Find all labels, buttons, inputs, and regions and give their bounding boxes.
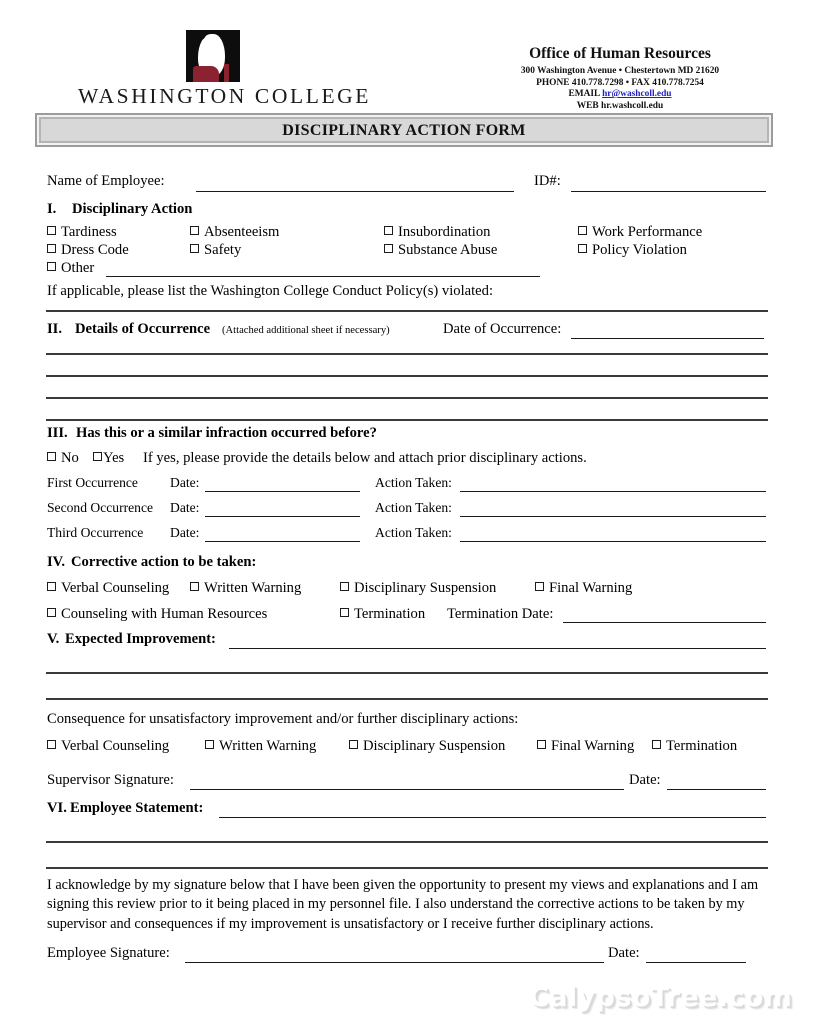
form-title: DISCIPLINARY ACTION FORM bbox=[282, 122, 526, 139]
second-occurrence-action-label: Action Taken: bbox=[375, 500, 452, 515]
checkbox-verbal-counseling-consequence[interactable] bbox=[47, 738, 169, 755]
checkbox-label: Yes bbox=[103, 450, 125, 466]
first-occurrence-date-input[interactable] bbox=[205, 491, 360, 492]
third-occurrence-date-input[interactable] bbox=[205, 541, 360, 542]
employee-date-label: Date: bbox=[608, 945, 640, 961]
checkbox-label: Dress Code bbox=[61, 242, 129, 258]
third-occurrence-action-label: Action Taken: bbox=[375, 525, 452, 540]
supervisor-signature-label: Supervisor Signature: bbox=[47, 772, 174, 788]
termination-date-label: Termination Date: bbox=[447, 606, 554, 622]
acknowledgement-text: I acknowledge by my signature below that I have been given the opportunity to present my views and explanations and I am signing this review prior to it being placed in my personnel file. I also understand the corrective actions to be taken by my supervisor and consequences if my improvement is unsatisfactory or I receive further disciplinary actions. bbox=[47, 877, 759, 932]
employee-id-label: ID#: bbox=[534, 173, 561, 189]
checkbox-label: Final Warning bbox=[551, 738, 635, 754]
checkbox-box-icon[interactable] bbox=[652, 740, 661, 749]
first-occurrence-date-label: Date: bbox=[170, 475, 200, 490]
checkbox-counseling-with-hr[interactable] bbox=[47, 606, 267, 623]
checkbox-box-icon[interactable] bbox=[47, 608, 56, 617]
second-occurrence-date-label: Date: bbox=[170, 500, 200, 515]
document-header bbox=[0, 0, 819, 110]
other-reason-input[interactable] bbox=[106, 276, 540, 277]
checkbox-box-icon[interactable] bbox=[47, 262, 56, 271]
employee-signature-input[interactable] bbox=[185, 962, 604, 963]
checkbox-label: Counseling with Human Resources bbox=[61, 606, 268, 622]
hr-email-label: EMAIL bbox=[568, 89, 600, 100]
checkbox-box-icon[interactable] bbox=[384, 226, 393, 235]
checkbox-box-icon[interactable] bbox=[205, 740, 214, 749]
checkbox-dress-code[interactable] bbox=[47, 242, 129, 259]
section-2-number: II. bbox=[47, 321, 63, 337]
employee-signature-label: Employee Signature: bbox=[47, 945, 170, 961]
supervisor-date-input[interactable] bbox=[667, 789, 766, 790]
checkbox-termination-corrective[interactable] bbox=[340, 606, 425, 623]
checkbox-label: Verbal Counseling bbox=[61, 580, 170, 596]
hr-email-row bbox=[470, 89, 770, 101]
form-title-bar bbox=[35, 113, 773, 147]
checkbox-box-icon[interactable] bbox=[190, 244, 199, 253]
second-occurrence-date-input[interactable] bbox=[205, 516, 360, 517]
employee-id-input[interactable] bbox=[571, 191, 766, 192]
second-occurrence-action-input[interactable] bbox=[460, 516, 766, 517]
section-3-instruction: If yes, please provide the details below and attach prior disciplinary actions. bbox=[143, 450, 587, 466]
checkbox-box-icon[interactable] bbox=[349, 740, 358, 749]
section-5-heading: Expected Improvement: bbox=[65, 631, 216, 647]
checkbox-box-icon[interactable] bbox=[537, 740, 546, 749]
checkbox-label: Insubordination bbox=[398, 224, 491, 240]
checkbox-written-warning-consequence[interactable] bbox=[205, 738, 316, 755]
checkbox-substance-abuse[interactable] bbox=[384, 242, 497, 259]
employee-statement-line-2[interactable] bbox=[46, 841, 768, 843]
checkbox-termination-consequence[interactable] bbox=[652, 738, 737, 755]
checkbox-absenteeism[interactable] bbox=[190, 224, 279, 241]
section-1-number: I. bbox=[47, 201, 57, 217]
checkbox-label: Absenteeism bbox=[204, 224, 280, 240]
checkbox-other[interactable] bbox=[47, 260, 94, 277]
checkbox-label: Work Performance bbox=[592, 224, 703, 240]
details-line-2[interactable] bbox=[46, 375, 768, 377]
checkbox-box-icon[interactable] bbox=[47, 740, 56, 749]
checkbox-label: Policy Violation bbox=[592, 242, 687, 258]
checkbox-label: Termination bbox=[666, 738, 738, 754]
hr-phone-fax: PHONE 410.778.7298 • FAX 410.778.7254 bbox=[536, 77, 704, 88]
checkbox-label: Disciplinary Suspension bbox=[363, 738, 506, 754]
college-wordmark: WASHINGTON COLLEGE bbox=[78, 84, 372, 108]
checkbox-insubordination[interactable] bbox=[384, 224, 490, 241]
checkbox-label: Written Warning bbox=[219, 738, 317, 754]
details-line-1[interactable] bbox=[46, 353, 768, 355]
checkbox-disciplinary-suspension-corrective[interactable] bbox=[340, 580, 496, 597]
college-branding bbox=[78, 30, 372, 121]
checkbox-label: Final Warning bbox=[549, 580, 633, 596]
checkbox-box-icon[interactable] bbox=[340, 608, 349, 617]
checkbox-label: Substance Abuse bbox=[398, 242, 498, 258]
consequence-prompt: Consequence for unsatisfactory improvement and/or further disciplinary actions: bbox=[47, 711, 519, 727]
checkbox-box-icon[interactable] bbox=[578, 226, 587, 235]
occurrence-date-label: Date of Occurrence: bbox=[443, 321, 562, 337]
section-2-heading: Details of Occurrence bbox=[75, 321, 211, 337]
section-4-number: IV. bbox=[47, 554, 65, 570]
calypsotree-watermark: CalypsoTree.com bbox=[529, 982, 793, 1013]
first-occurrence-label: First Occurrence bbox=[47, 475, 138, 490]
checkbox-box-icon[interactable] bbox=[190, 226, 199, 235]
checkbox-label: Verbal Counseling bbox=[61, 738, 170, 754]
section-4-heading: Corrective action to be taken: bbox=[71, 554, 257, 570]
details-line-4[interactable] bbox=[46, 419, 768, 421]
section-1-heading: Disciplinary Action bbox=[72, 201, 193, 217]
checkbox-box-icon[interactable] bbox=[578, 244, 587, 253]
checkbox-verbal-counseling-corrective[interactable] bbox=[47, 580, 169, 597]
checkbox-work-performance[interactable] bbox=[578, 224, 702, 241]
section-5-number: V. bbox=[47, 631, 60, 647]
checkbox-box-icon[interactable] bbox=[535, 582, 544, 591]
first-occurrence-action-input[interactable] bbox=[460, 491, 766, 492]
employee-name-input[interactable] bbox=[196, 191, 514, 192]
employee-statement-line-3[interactable] bbox=[46, 867, 768, 869]
termination-date-input[interactable] bbox=[563, 622, 766, 623]
checkbox-box-icon[interactable] bbox=[384, 244, 393, 253]
expected-improvement-line-3[interactable] bbox=[46, 698, 768, 700]
employee-name-label: Name of Employee: bbox=[47, 173, 165, 189]
hr-office-contact-block bbox=[470, 45, 770, 112]
hr-address: 300 Washington Avenue • Chestertown MD 21620 bbox=[520, 66, 720, 76]
checkbox-policy-violation[interactable] bbox=[578, 242, 687, 259]
checkbox-box-icon[interactable] bbox=[47, 244, 56, 253]
checkbox-box-icon[interactable] bbox=[47, 226, 56, 235]
second-occurrence-label: Second Occurrence bbox=[47, 500, 154, 515]
conduct-policy-input[interactable] bbox=[46, 310, 768, 312]
first-occurrence-action-label: Action Taken: bbox=[375, 475, 452, 490]
section-6-heading: Employee Statement: bbox=[70, 800, 204, 816]
checkbox-tardiness[interactable] bbox=[47, 224, 117, 241]
washington-college-crest-icon bbox=[186, 30, 240, 82]
hr-office-title: Office of Human Resources bbox=[529, 45, 711, 62]
third-occurrence-label: Third Occurrence bbox=[47, 525, 144, 540]
checkbox-label: Other bbox=[61, 260, 95, 276]
checkbox-label: Written Warning bbox=[204, 580, 302, 596]
checkbox-no[interactable] bbox=[47, 450, 79, 467]
section-3-heading: Has this or a similar infraction occurred before? bbox=[76, 425, 377, 441]
hr-web: WEB hr.washcoll.edu bbox=[576, 100, 664, 111]
hr-email-link[interactable]: hr@washcoll.edu bbox=[602, 89, 672, 100]
details-line-3[interactable] bbox=[46, 397, 768, 399]
section-3-number: III. bbox=[47, 425, 68, 441]
checkbox-box-icon[interactable] bbox=[190, 582, 199, 591]
employee-date-input[interactable] bbox=[646, 962, 746, 963]
expected-improvement-line-2[interactable] bbox=[46, 672, 768, 674]
checkbox-box-icon[interactable] bbox=[47, 582, 56, 591]
section-6-number: VI. bbox=[47, 800, 67, 816]
conduct-policy-prompt: If applicable, please list the Washington College Conduct Policy(s) violated: bbox=[47, 283, 493, 299]
occurrence-date-input[interactable] bbox=[571, 338, 764, 339]
supervisor-date-label: Date: bbox=[629, 772, 661, 788]
checkbox-label: Tardiness bbox=[61, 224, 117, 240]
third-occurrence-action-input[interactable] bbox=[460, 541, 766, 542]
expected-improvement-input[interactable] bbox=[229, 648, 766, 649]
checkbox-box-icon[interactable] bbox=[340, 582, 349, 591]
checkbox-box-icon[interactable] bbox=[93, 452, 102, 461]
checkbox-final-warning-consequence[interactable] bbox=[537, 738, 634, 755]
checkbox-written-warning-corrective[interactable] bbox=[190, 580, 301, 597]
checkbox-box-icon[interactable] bbox=[47, 452, 56, 461]
section-2-note: (Attached additional sheet if necessary) bbox=[222, 325, 390, 336]
checkbox-safety[interactable] bbox=[190, 242, 241, 259]
checkbox-label: Safety bbox=[204, 242, 242, 258]
checkbox-label: Termination bbox=[354, 606, 426, 622]
checkbox-label: No bbox=[61, 450, 79, 466]
employee-statement-input[interactable] bbox=[219, 817, 766, 818]
third-occurrence-date-label: Date: bbox=[170, 525, 200, 540]
checkbox-label: Disciplinary Suspension bbox=[354, 580, 497, 596]
checkbox-disciplinary-suspension-consequence[interactable] bbox=[349, 738, 505, 755]
checkbox-final-warning-corrective[interactable] bbox=[535, 580, 632, 597]
checkbox-yes[interactable] bbox=[93, 450, 124, 467]
supervisor-signature-input[interactable] bbox=[190, 789, 624, 790]
